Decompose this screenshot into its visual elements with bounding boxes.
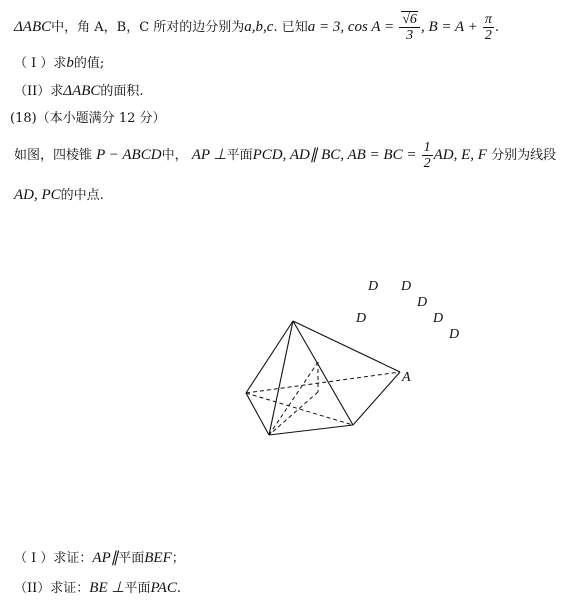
vertex-label: D [356,311,367,326]
pi-over-2: $\frac{\pi}{2}$ [484,12,492,43]
known-text: . 已知 [273,20,308,35]
stmt-prefix: 如图，四棱锥 [14,148,93,163]
part1-var: BEF [144,550,172,566]
stmt-mid: 中， [161,148,188,163]
period: . [494,20,500,35]
part2-tri: ΔABC [63,83,101,99]
part2-suffix: 的面积. [100,84,144,99]
edge-solid [269,321,293,435]
vertex-label: D [417,295,428,310]
condition-a: a = 3, cos A = [307,19,395,35]
edge-solid [246,393,269,435]
condition-B: , B = A + [420,19,478,35]
cond-ad-ef: AD, E, F [433,147,487,163]
part1-expr: AP∥ [92,550,119,566]
midpoint-text: 的中点. [60,188,104,203]
part2-prefix: （II）求证： [14,581,90,596]
part1-var: b [66,55,74,71]
part1-end: ； [171,551,185,566]
edge-dashed [246,372,400,393]
stmt-tail: 分别为线段 [491,148,557,163]
plane-word: 平面 [226,148,253,163]
vertex-label: D [449,327,460,342]
one-half: $\frac{1}{2}$ [423,140,431,171]
plane-word: 平面 [124,581,151,596]
part2-expr: BE ⊥ [89,580,125,596]
problem18-part1 [14,549,185,568]
part2-var: PAC [150,580,177,596]
part1-prefix: （ I ）求 [14,56,67,71]
problem18-part2 [14,579,181,598]
part1-suffix: 的值; [73,56,105,71]
problem18-header: (18)（本小题满分 12 分） [10,111,166,126]
edge-solid [269,425,353,435]
cond-ap-perp: AP ⊥ [191,147,227,163]
part1-prefix: （ I ）求证： [14,551,93,566]
vertex-label-A: A [402,370,411,385]
sides-vars: a,b,c [244,19,274,35]
part2-end: . [176,581,181,596]
cond-rest: PCD, AD∥ BC, AB = BC = [252,147,417,163]
vertex-label: D [401,279,412,294]
triangle-symbol: ΔABC [14,19,52,35]
vertex-label: D [433,311,444,326]
pyramid-name: P − ABCD [96,147,162,163]
edge-solid [293,321,400,372]
vertex-label: D [368,279,379,294]
part2-prefix: （II）求 [14,84,64,99]
statement-text: 中，角 A，B，C 所对的边分别为 [51,20,245,35]
plane-word: 平面 [118,551,145,566]
midpoint-vars: AD, PC [14,187,61,203]
edge-solid [353,372,400,425]
sqrt6-over-3: $\frac{√6}{3}$ [399,12,420,43]
